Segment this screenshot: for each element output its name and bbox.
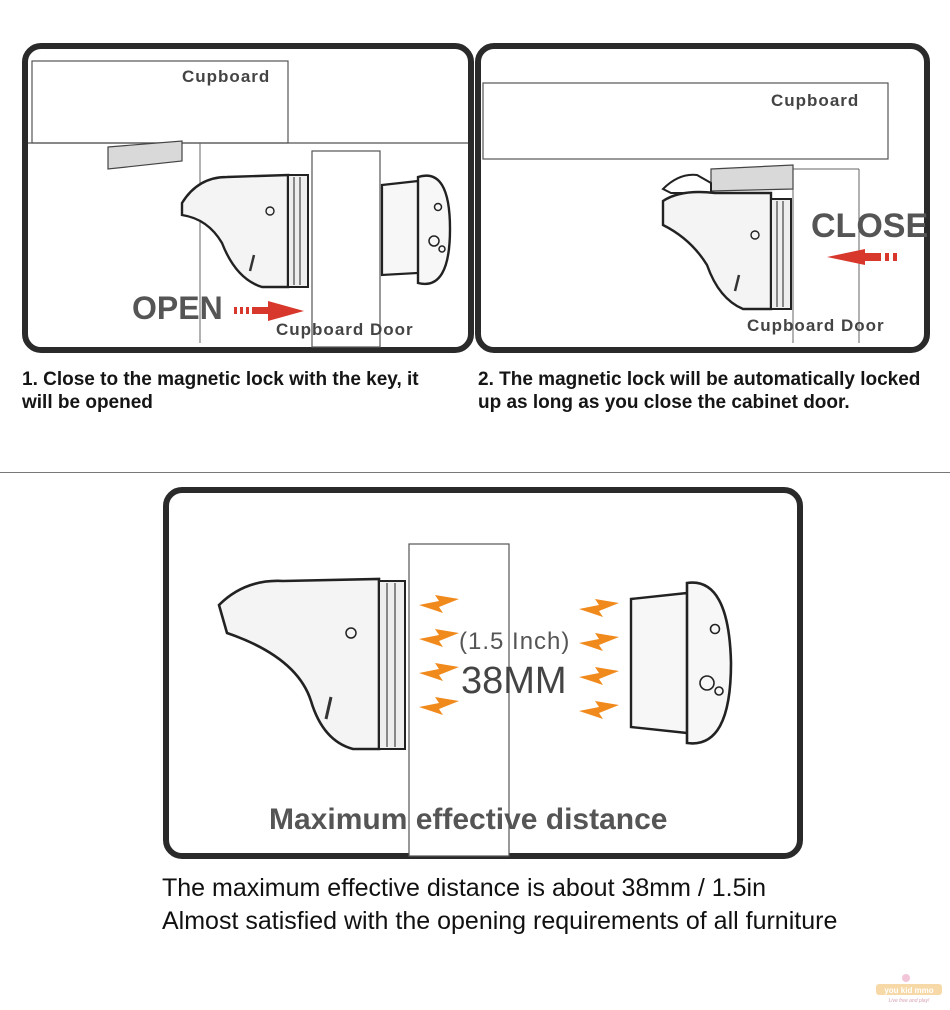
panel-distance bbox=[163, 487, 803, 859]
panel-open bbox=[22, 43, 474, 353]
open-label: OPEN bbox=[132, 290, 223, 326]
panel-close bbox=[475, 43, 930, 353]
brand-logo bbox=[874, 972, 944, 1004]
svg-text:Live free and play!: Live free and play! bbox=[888, 998, 930, 1004]
footer-line-1: The maximum effective distance is about 38mm / 1.5in bbox=[162, 874, 766, 902]
cupboard-door-label: Cupboard Door bbox=[747, 316, 885, 335]
distance-inch-label: (1.5 Inch) bbox=[459, 628, 571, 655]
magnetic-key bbox=[631, 583, 731, 744]
magnetic-key bbox=[382, 176, 450, 284]
cupboard-label: Cupboard bbox=[771, 91, 860, 110]
section-divider bbox=[0, 472, 950, 473]
close-label: CLOSE bbox=[811, 207, 929, 245]
panel-title: Maximum effective distance bbox=[269, 803, 668, 836]
cupboard-door bbox=[312, 151, 380, 347]
footer-line-2: Almost satisfied with the opening requirements of all furniture bbox=[162, 907, 838, 935]
svg-text:you kid mmo: you kid mmo bbox=[884, 986, 934, 995]
cupboard-label: Cupboard bbox=[182, 67, 271, 86]
step-1-caption: 1. Close to the magnetic lock with the key, it will be opened bbox=[22, 369, 419, 413]
distance-mm-label: 38MM bbox=[461, 660, 567, 702]
step-2-caption: 2. The magnetic lock will be automatically locked up as long as you close the cabinet door. bbox=[478, 369, 921, 413]
cupboard-door-label: Cupboard Door bbox=[276, 320, 414, 339]
